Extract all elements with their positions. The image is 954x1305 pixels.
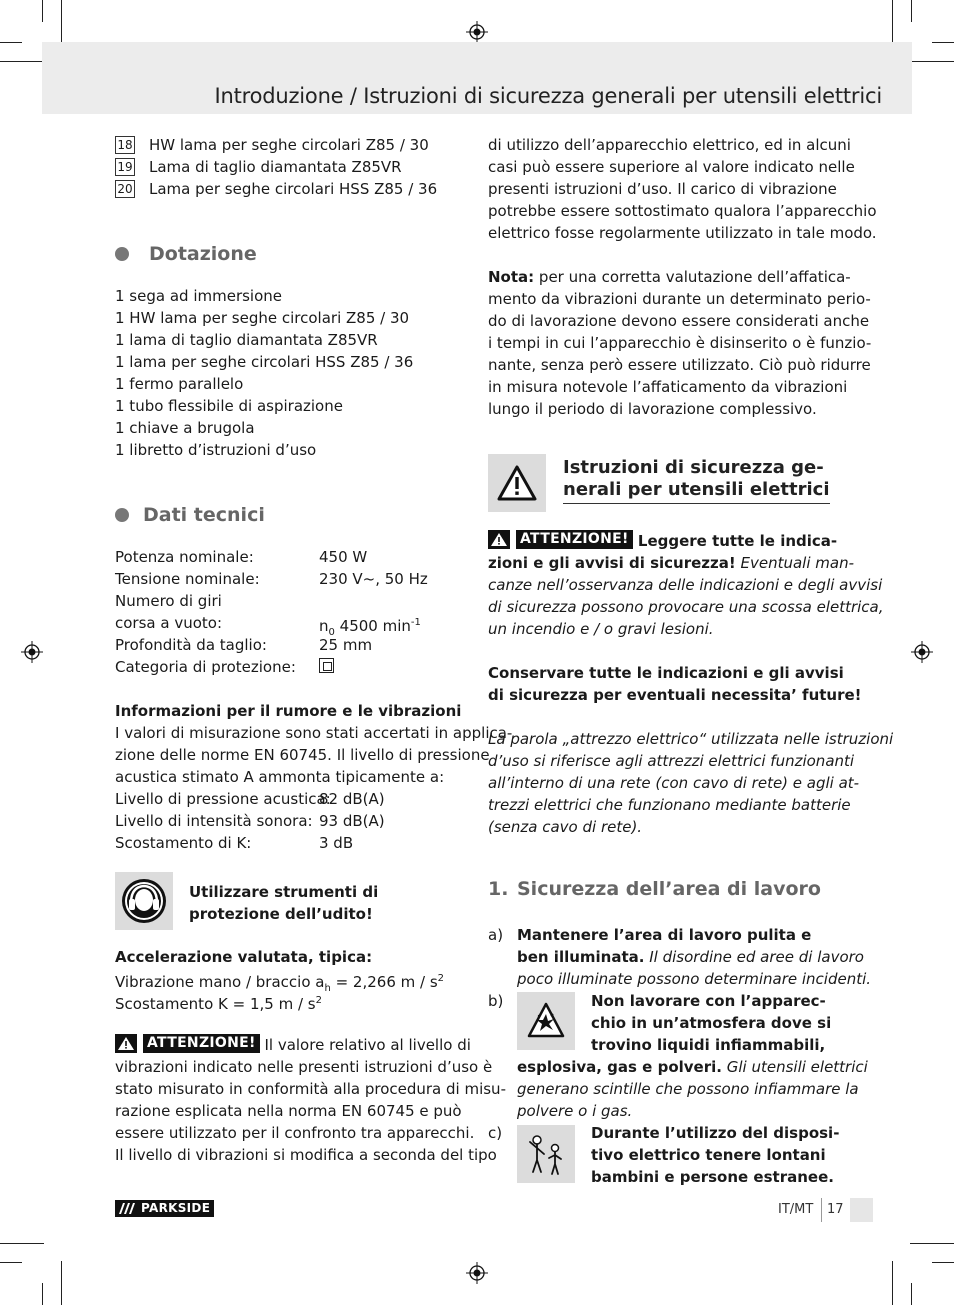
- crop-mark: [42, 0, 43, 22]
- list-item: 1 HW lama per seghe circolari Z85 / 30: [115, 309, 410, 327]
- registration-mark-icon: [466, 21, 488, 43]
- spec-row: Tensione nominale: 230 V~, 50 Hz: [115, 570, 428, 588]
- part-number: 19: [115, 158, 135, 176]
- spec-row: Livello di pressione acustica: 82 dB(A): [115, 790, 385, 808]
- warning-triangle-icon: [488, 530, 510, 549]
- brand-stripes-icon: [115, 1200, 141, 1217]
- page-number: 17: [827, 1202, 844, 1217]
- text-line: d’uso si riferisce agli attrezzi elettrici funzionanti: [488, 752, 855, 770]
- text-line: di utilizzo dell’apparecchio elettrico, ed in alcuni: [488, 136, 851, 154]
- text-line: nante, senza però essere utilizzato. Ciò può ridurre: [488, 356, 871, 374]
- note-block: Nota: per una corretta valutazione dell’affatica- mento da vibrazioni durante un determinato perio- do di lavorazione devono essere considerati anche i tempi in cui l’apparecchio è disinserito o è funzio- nante, senza però essere utilizzato. Ciò può ridurre in misura notevole l’affaticamento da vibrazioni lungo il periodo di lavorazione complessivo.: [488, 268, 872, 418]
- list-item: 1 fermo parallelo: [115, 375, 244, 393]
- part-text: Lama per seghe circolari HSS Z85 / 36: [149, 180, 438, 198]
- text-line: Scostamento K = 1,5 m / $s^2$: [115, 995, 322, 1013]
- protection-class-ii-icon: [319, 658, 334, 673]
- bullet-icon: [115, 247, 129, 261]
- page-title: Introduzione / Istruzioni di sicurezza generali per utensili elettrici: [214, 84, 882, 108]
- text-line: acustica stimato A ammonta tipicamente a:: [115, 768, 445, 786]
- text-line: (senza cavo di rete).: [488, 818, 643, 836]
- part-text: Lama di taglio diamantata Z85VR: [149, 158, 402, 176]
- dotazione-list: [115, 285, 467, 461]
- noise-heading: Informazioni per il rumore e le vibrazioni: [115, 702, 462, 720]
- safety-item-a: a) Mantenere l’area di lavoro pulita e ben illuminata. Il disordine ed aree di lavoro poco illuminate possono determinare incidenti.: [488, 926, 872, 988]
- explosion-hazard-icon: [517, 992, 575, 1050]
- spec-row: Numero di giri: [115, 592, 222, 610]
- left-column: [115, 134, 513, 854]
- text-line: razione esplicata nella norma EN 60745 e può: [115, 1102, 462, 1120]
- text-line: i tempi in cui l’apparecchio è disinserito o è funzio-: [488, 334, 872, 352]
- safety-heading: Istruzioni di sicurezza ge- nerali per utensili elettrici: [563, 457, 843, 504]
- definition-note: [488, 728, 894, 838]
- text-line: I valori di misurazione sono stati accertati in applica-: [115, 724, 513, 742]
- section-heading-dati-tecnici: Dati tecnici: [115, 501, 467, 529]
- text-line: elettrico fosse regolarmente utilizzato in tale modo.: [488, 224, 877, 242]
- text-line: potrebbe essere sottostimato qualora l’apparecchio: [488, 202, 877, 220]
- warning-badge: ATTENZIONE!: [488, 530, 633, 549]
- list-item: 1 chiave a brugola: [115, 419, 255, 437]
- text-line: all’interno di una rete (con cavo di rete) e agli at-: [488, 774, 860, 792]
- crop-mark: [0, 1243, 44, 1244]
- crop-mark: [910, 61, 954, 62]
- text-line: casi può essere superiore al valore indicato nelle: [488, 158, 855, 176]
- right-column: [488, 134, 877, 420]
- crop-mark: [0, 61, 44, 62]
- ear-protection-icon: [115, 872, 173, 930]
- text-line: in misura notevole l’affaticamento da vibrazioni: [488, 378, 848, 396]
- text-line: stato misurato in conformità alla procedura di misu-: [115, 1080, 506, 1098]
- crop-mark: [61, 0, 62, 44]
- list-item: 1 lama di taglio diamantata Z85VR: [115, 331, 378, 349]
- text-line: zione delle norme EN 60745. Il livello di pressione: [115, 746, 490, 764]
- list-item: [115, 178, 467, 200]
- text-line: un incendio e / o gravi lesioni.: [488, 620, 714, 638]
- crop-mark: [911, 1283, 912, 1305]
- text-line: essere utilizzato per il confronto tra apparecchi.: [115, 1124, 475, 1142]
- list-item: 1 lama per seghe circolari HSS Z85 / 36: [115, 353, 414, 371]
- part-number: 20: [115, 180, 135, 198]
- text-line: do di lavorazione devono essere considerati anche: [488, 312, 870, 330]
- list-item: 1 sega ad immersione: [115, 287, 282, 305]
- spec-row: Scostamento di K: 3 dB: [115, 834, 354, 852]
- crop-mark: [892, 1261, 893, 1305]
- spec-table: [115, 546, 467, 678]
- text-line: mento da vibrazioni durante un determinato perio-: [488, 290, 871, 308]
- section-heading-work-area: 1. Sicurezza dell’area di lavoro: [488, 878, 821, 900]
- text-line: La parola „attrezzo elettrico“ utilizzata nelle istruzioni: [488, 730, 894, 748]
- text-line: trezzi elettrici che funzionano mediante batterie: [488, 796, 851, 814]
- footer-language: IT/MT: [778, 1202, 814, 1217]
- section-heading-dotazione: Dotazione: [115, 240, 467, 268]
- vibration-heading: Accelerazione valutata, tipica:: [115, 948, 373, 966]
- text-line: lungo il periodo di lavorazione complessivo.: [488, 400, 817, 418]
- keep-instructions: Conservare tutte le indicazioni e gli avvisi di sicurezza per eventuali necessita’ future!: [488, 664, 862, 704]
- vibration-info: [115, 946, 467, 1012]
- footer-tab: [850, 1198, 873, 1222]
- parts-list: [115, 134, 467, 200]
- spec-row: corsa a vuoto: $n_0$ 4500 $\min^{-1}$: [115, 614, 421, 638]
- spec-row: Potenza nominale: 450 W: [115, 548, 368, 566]
- keep-children-away-icon: [517, 1125, 575, 1183]
- warning-triangle-icon: [115, 1034, 137, 1053]
- list-item: 1 libretto d’istruzioni d’uso: [115, 441, 317, 459]
- crop-mark: [932, 1262, 954, 1263]
- warning-badge: ATTENZIONE!: [115, 1034, 260, 1053]
- footer-divider: [821, 1198, 822, 1222]
- text-line: vibrazioni indicato nelle presenti istruzioni d’uso è: [115, 1058, 493, 1076]
- crop-mark: [932, 42, 954, 43]
- brand-logo: PARKSIDE: [115, 1200, 214, 1217]
- noise-info: [115, 700, 513, 854]
- part-number: 18: [115, 136, 135, 154]
- registration-mark-icon: [466, 1262, 488, 1284]
- crop-mark: [0, 1262, 22, 1263]
- crop-mark: [0, 42, 22, 43]
- list-item: [115, 134, 467, 156]
- crop-mark: [61, 1261, 62, 1305]
- text-line: Il livello di vibrazioni si modifica a seconda del tipo: [115, 1146, 497, 1164]
- bullet-icon: [115, 508, 129, 522]
- registration-mark-icon: [911, 641, 933, 663]
- warning-triangle-icon: [488, 454, 546, 512]
- crop-mark: [910, 1243, 954, 1244]
- warning-vibration: ATTENZIONE! Il valore relativo al livello di vibrazioni indicato nelle presenti istruzioni d’uso è stato misurato in conformità alla procedura di misu- razione esplicata nella norma EN 60745 e può essere utilizzato per il confronto tra apparecchi. Il livello di vibrazioni si modifica a seconda del tipo: [115, 1035, 506, 1164]
- text-line: di sicurezza possono provocare una scossa elettrica,: [488, 598, 884, 616]
- list-item: 1 tubo flessibile di aspirazione: [115, 397, 343, 415]
- crop-mark: [42, 1283, 43, 1305]
- warning-read-all: ATTENZIONE! Leggere tutte le indica- zioni e gli avvisi di sicurezza! Eventuali man- canze nell’osservanza delle indicazioni e degli avvisi di sicurezza possono provocare una scossa elettrica, un incendio e / o gravi lesioni.: [488, 531, 884, 638]
- part-text: HW lama per seghe circolari Z85 / 30: [149, 136, 429, 154]
- spec-row: Profondità da taglio: 25 mm: [115, 636, 373, 654]
- text-line: Vibrazione mano / braccio $a_h = 2,266$ m / $s^2$: [115, 973, 445, 994]
- spec-row: Livello di intensità sonora: 93 dB(A): [115, 812, 385, 830]
- registration-mark-icon: [21, 641, 43, 663]
- spec-row: Categoria di protezione:: [115, 656, 467, 678]
- text-line: canze nell’osservanza delle indicazioni e degli avvisi: [488, 576, 883, 594]
- ear-protection-text: Utilizzare strumenti di protezione dell’udito!: [189, 883, 379, 923]
- crop-mark: [892, 0, 893, 44]
- text-line: presenti istruzioni d’uso. Il carico di vibrazione: [488, 180, 837, 198]
- vibration-continued: [488, 134, 877, 244]
- crop-mark: [911, 0, 912, 22]
- list-item: [115, 156, 467, 178]
